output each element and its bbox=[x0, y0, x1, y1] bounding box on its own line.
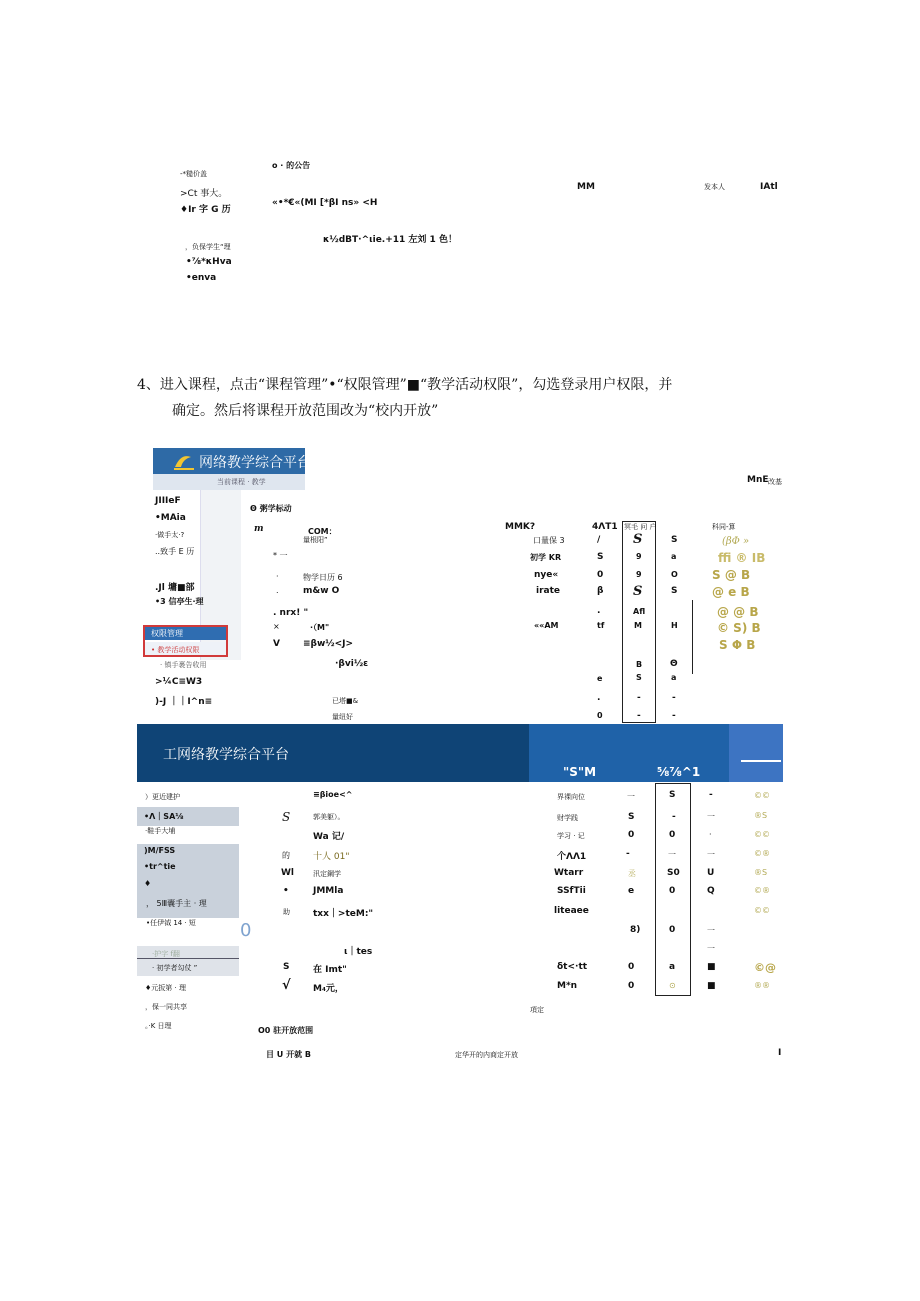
cell: ©© bbox=[754, 906, 770, 915]
cell: ®S bbox=[754, 811, 768, 820]
cell: S bbox=[636, 673, 642, 682]
row-marker: * 一 bbox=[273, 551, 288, 560]
sidebar-item-label: 权限管理 bbox=[151, 629, 183, 638]
banner-title: 网络教学综合平台 bbox=[199, 455, 311, 471]
cell: @ e B bbox=[712, 585, 750, 599]
cell: ©® bbox=[754, 849, 770, 858]
cell: SSfTii bbox=[557, 886, 586, 896]
menu-item: ，负保学生“理 bbox=[185, 243, 231, 251]
cell: 0 bbox=[669, 830, 676, 840]
logo-icon bbox=[171, 451, 197, 473]
row-label: ·βvi½ε bbox=[335, 659, 369, 669]
cell: Q bbox=[707, 886, 715, 896]
column-header: IAtl bbox=[760, 182, 778, 192]
cell: 0 bbox=[669, 886, 676, 896]
cell: ««AM bbox=[534, 621, 559, 630]
cell: / bbox=[597, 535, 601, 545]
sidebar-item[interactable]: •任伊钺 14 · 短 bbox=[146, 919, 196, 927]
cell: Θ bbox=[670, 659, 678, 669]
row-label: ≡βw½<J> bbox=[303, 639, 354, 649]
cell: (βΦ » bbox=[722, 536, 750, 547]
cell: - bbox=[637, 693, 641, 703]
top-right-label: 改基 bbox=[768, 478, 782, 486]
platform-banner-2 bbox=[137, 724, 783, 782]
cell: liteaee bbox=[554, 906, 589, 916]
cell: 一 bbox=[707, 812, 715, 821]
cell: S bbox=[633, 532, 643, 547]
cell: 十人 01" bbox=[313, 852, 350, 862]
cell: a bbox=[669, 962, 676, 972]
cell: M₄元， bbox=[313, 984, 344, 994]
cell: U bbox=[707, 868, 715, 878]
divider bbox=[692, 600, 693, 674]
cell: 一 bbox=[668, 850, 676, 859]
cell: ≡βioe<^ bbox=[313, 790, 353, 799]
sidebar-item[interactable]: · 镇手裹告收用 bbox=[160, 661, 207, 669]
cell: Afl bbox=[633, 607, 646, 616]
cell: a bbox=[671, 673, 677, 682]
sidebar-item[interactable]: )-J ｜｜I^n≡ bbox=[155, 697, 213, 707]
menu-item: •enva bbox=[186, 273, 217, 283]
cell: Wtarr bbox=[554, 868, 584, 878]
cell: 0 bbox=[628, 830, 635, 840]
open-range-label: O0 驻开放范围 bbox=[258, 1026, 314, 1035]
cell: nye« bbox=[534, 570, 559, 580]
row-label: . nrx! " bbox=[273, 608, 309, 618]
scroll-marker: I bbox=[778, 1048, 782, 1058]
banner-label: ⅝⅞^1 bbox=[657, 765, 701, 779]
cell: H bbox=[671, 621, 678, 630]
cell: S @ B bbox=[712, 568, 751, 582]
cell: ©© bbox=[754, 830, 770, 839]
cell: S bbox=[282, 810, 291, 824]
cell: B bbox=[636, 660, 643, 669]
check-icon: √ bbox=[282, 978, 291, 993]
row-label: COM： bbox=[308, 527, 337, 536]
sidebar-item[interactable]: 。·Κ 日理 bbox=[145, 1022, 172, 1030]
cell: © S) B bbox=[717, 621, 761, 635]
confirm-label[interactable]: 項定 bbox=[530, 1006, 544, 1014]
cell: ⊙ bbox=[669, 981, 676, 990]
cell: - bbox=[637, 711, 641, 721]
sidebar-item[interactable]: •Λ｜SA⅛ bbox=[144, 812, 184, 821]
row-marker: V bbox=[273, 639, 280, 649]
sidebar-item[interactable]: )M/FSS bbox=[144, 846, 176, 855]
banner-subtitle-bar bbox=[153, 474, 305, 490]
cell: JMMla bbox=[313, 886, 344, 896]
cell: S bbox=[283, 962, 290, 972]
cell: O bbox=[671, 570, 678, 579]
cell: . bbox=[597, 693, 601, 703]
cell: 一 bbox=[707, 944, 715, 953]
cell: - bbox=[626, 849, 630, 859]
cell: Wa 记/ bbox=[313, 832, 345, 842]
sidebar-item[interactable]: .Jl 墉■部 bbox=[155, 583, 195, 593]
cell: 0 bbox=[597, 711, 603, 720]
open-range-option[interactable]: 目 U 开就 B bbox=[266, 1050, 311, 1059]
cell: ■ bbox=[707, 962, 716, 972]
sidebar-item[interactable]: ·护字 f翻 bbox=[152, 950, 180, 958]
cell: S bbox=[597, 552, 604, 562]
watermark-digit: 0 bbox=[240, 920, 252, 941]
cell: 学习 · 记 bbox=[557, 832, 585, 840]
cell: - bbox=[709, 790, 713, 800]
cell: e bbox=[597, 674, 603, 683]
cell: • bbox=[283, 886, 289, 896]
cell: 界裸向位 bbox=[557, 793, 585, 801]
cell: 汛定鋼学 bbox=[313, 870, 341, 878]
cell: 0 bbox=[628, 962, 635, 972]
cell: 财学践 bbox=[557, 814, 578, 822]
cell: 一 bbox=[627, 792, 635, 801]
cell: S bbox=[671, 535, 678, 545]
cell: M bbox=[634, 621, 642, 630]
cell: ®® bbox=[754, 981, 770, 990]
cell: 口量保 3 bbox=[533, 536, 565, 545]
cell: · bbox=[709, 830, 712, 839]
sidebar-item[interactable]: ..致手 E 历 bbox=[155, 547, 195, 556]
cell: ι｜tes bbox=[344, 947, 373, 957]
row-marker: . bbox=[276, 586, 279, 595]
menu-item: •⅞*κHva bbox=[186, 257, 232, 267]
cell: - bbox=[672, 693, 676, 703]
cell: 一 bbox=[707, 850, 715, 859]
cell: Wl bbox=[281, 868, 295, 878]
row-label: m&w O bbox=[303, 586, 340, 596]
sidebar-item[interactable]: ♦元扳第 · 理 bbox=[145, 984, 186, 992]
sidebar-item[interactable]: ）更近建护 bbox=[145, 793, 180, 801]
cell: 初学 KR bbox=[530, 553, 562, 562]
cell: S bbox=[669, 790, 676, 800]
top-right-label: MnE bbox=[747, 475, 769, 485]
cell: S bbox=[628, 812, 635, 822]
sidebar-item[interactable]: ，保一同共享 bbox=[145, 1003, 187, 1011]
notice-line: κ½dBT·^ιie.+11 左刘 1 色！ bbox=[323, 235, 457, 245]
cell: 在 Imt" bbox=[313, 965, 347, 975]
cell: 的 bbox=[282, 851, 290, 860]
cell: 0 bbox=[597, 570, 604, 580]
sidebar-item[interactable]: ·鞋手大埔 bbox=[145, 827, 176, 835]
column-header: 冥毛 问 户 bbox=[624, 523, 657, 531]
sidebar-item[interactable]: · 初学者勾仗 ” bbox=[152, 964, 198, 972]
sidebar-item[interactable]: ♦ bbox=[144, 879, 152, 888]
cell: 0 bbox=[669, 925, 676, 935]
row-label: 已塔■& bbox=[332, 697, 359, 705]
row-label: 物学日历 6 bbox=[303, 573, 343, 582]
column-header: MMK? bbox=[505, 522, 536, 532]
menu-item: -*糙价盖 bbox=[180, 170, 208, 178]
cell: M*n bbox=[557, 981, 578, 991]
cell: . bbox=[597, 606, 601, 616]
sidebar-item[interactable]: •MAia bbox=[155, 513, 186, 523]
banner-label: "S"M bbox=[563, 765, 597, 779]
sidebar-item[interactable]: >¼C≡W3 bbox=[155, 677, 203, 687]
instruction-line-2: 确定。然后将课程开放范围改为“校内开放” bbox=[172, 403, 439, 419]
column-label: m bbox=[254, 524, 264, 534]
cell: 郭美躯）。 bbox=[313, 813, 345, 821]
cell: ®S bbox=[754, 868, 768, 877]
banner-title: 工网络教学综合平台 bbox=[163, 747, 289, 763]
section-title: Θ 粥学标动 bbox=[250, 504, 292, 513]
cell: 9 bbox=[636, 552, 642, 561]
column-header: 科同-算 bbox=[712, 523, 736, 531]
cell: S bbox=[671, 586, 678, 596]
cell: S Φ B bbox=[719, 638, 756, 652]
cell: ffi ® IB bbox=[718, 551, 766, 565]
cell: β bbox=[597, 586, 604, 596]
sidebar-item-label: • 教学活动权限 bbox=[151, 646, 200, 654]
cell: irate bbox=[536, 586, 561, 596]
cell: S0 bbox=[667, 868, 680, 878]
cell: - bbox=[672, 812, 676, 822]
row-label: 量根阳” bbox=[303, 536, 328, 544]
row-label: 量纽好 bbox=[332, 713, 353, 721]
row-marker: · bbox=[276, 572, 279, 581]
cell: @ @ B bbox=[717, 605, 759, 619]
cell: 0 bbox=[628, 981, 635, 991]
menu-item: >Ct 事大。 bbox=[180, 189, 228, 199]
cell: 个ΛΛ1 bbox=[557, 852, 587, 862]
row-marker: × bbox=[273, 622, 280, 631]
platform-banner bbox=[153, 448, 311, 490]
column-header: MM bbox=[577, 182, 595, 192]
instruction-line-1: 4、进入课程，点击“课程管理”•“权限管理”■“教学活动权限”，勾选登录用户权限，并 bbox=[137, 377, 673, 393]
cell: ©@ bbox=[754, 961, 776, 974]
sidebar-item[interactable]: •3 信亭生·理 bbox=[155, 597, 204, 606]
sidebar-item[interactable]: JIIIeF bbox=[155, 496, 181, 506]
row-label: ·（M" bbox=[310, 623, 330, 632]
cell: δt<·tt bbox=[557, 962, 588, 972]
notice-title: «•*€«(MI [*βI ns» <H bbox=[272, 198, 378, 208]
cell: 8) bbox=[630, 925, 641, 935]
cell: ©© bbox=[754, 791, 770, 800]
sidebar-item[interactable]: •tr^tie bbox=[144, 862, 176, 871]
menu-item: ♦Ir 字 G 历 bbox=[180, 205, 231, 215]
cell: tf bbox=[597, 621, 605, 630]
banner-subtitle: 当前课程 · 教学 bbox=[217, 478, 266, 486]
cell: S bbox=[633, 584, 643, 599]
cell: ■ bbox=[707, 981, 716, 991]
cell: - bbox=[672, 711, 676, 721]
cell: 丞 bbox=[628, 869, 636, 878]
cell: txx｜>teM:" bbox=[313, 909, 374, 919]
cell: a bbox=[671, 552, 677, 561]
announcement-label: o · 的公告 bbox=[272, 161, 311, 170]
column-header: 4ΛT1 bbox=[592, 522, 618, 532]
cell: e bbox=[628, 886, 635, 896]
open-range-option[interactable]: 定华开的内商定开放 bbox=[455, 1051, 518, 1059]
sidebar-item[interactable]: ·做手太·? bbox=[155, 531, 185, 539]
cell: 9 bbox=[636, 570, 642, 579]
cell: 一 bbox=[707, 926, 715, 935]
banner-tab bbox=[729, 724, 783, 782]
cell: 助 bbox=[283, 908, 290, 916]
highlight-box bbox=[143, 625, 228, 657]
column-header: 发本人 bbox=[704, 183, 725, 191]
sidebar-item[interactable]: ， 5Ⅲ囊手主 · 理 bbox=[146, 899, 207, 908]
cell: ©® bbox=[754, 886, 770, 895]
